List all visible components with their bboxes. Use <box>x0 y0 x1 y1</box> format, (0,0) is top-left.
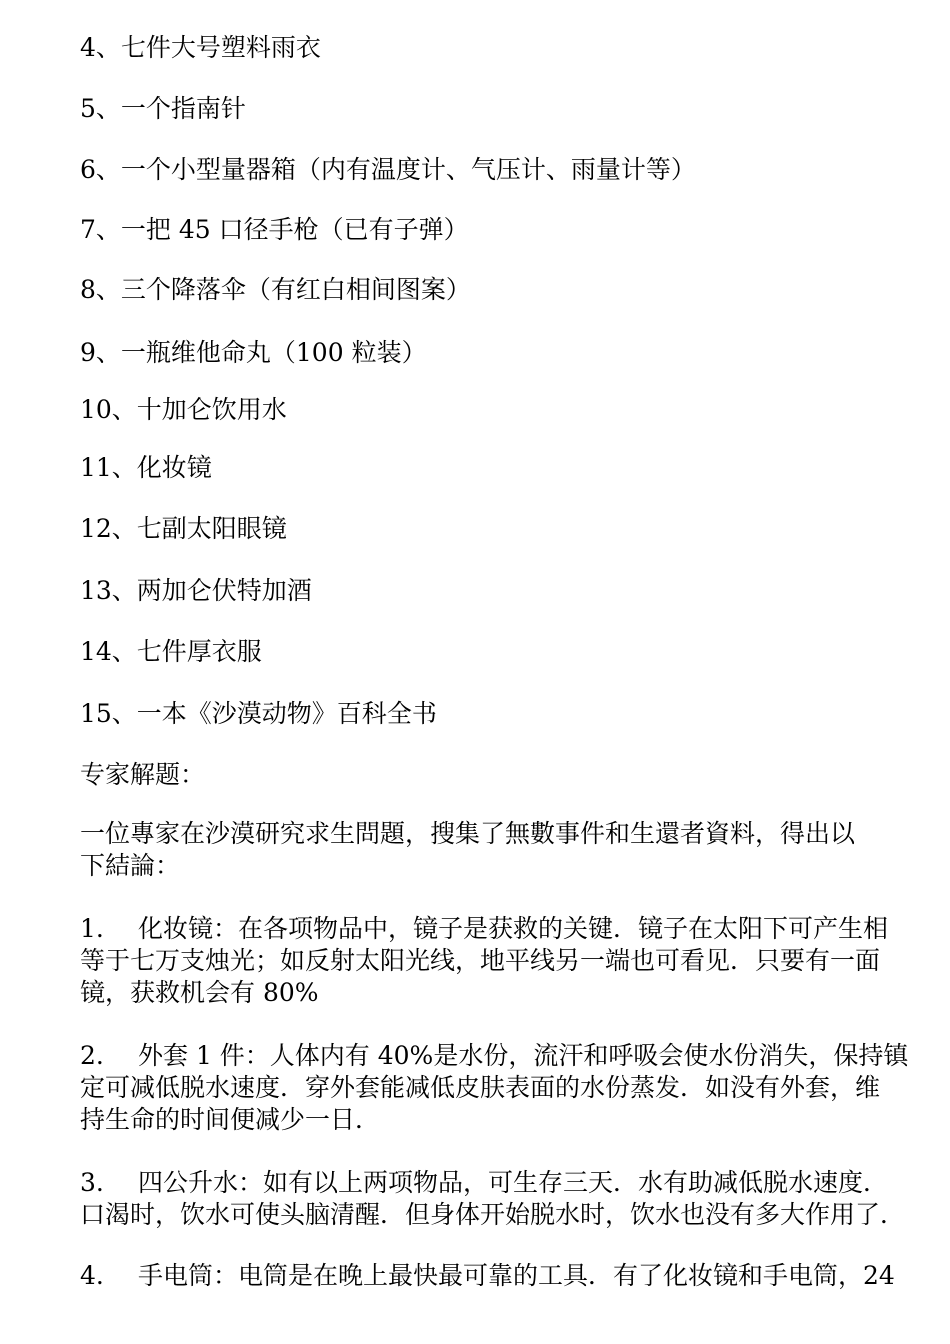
list-item: 10、十加仑饮用水 <box>80 395 287 424</box>
conclusion-number: 2. <box>80 1041 104 1070</box>
conclusion-number: 1. <box>80 914 104 943</box>
list-item: 12、七副太阳眼镜 <box>80 514 287 543</box>
conclusion-line: 定可减低脱水速度．穿外套能减低皮肤表面的水份蒸发．如没有外套，维 <box>80 1073 881 1102</box>
conclusion-line: 等于七万支烛光；如反射太阳光线，地平线另一端也可看见．只要有一面 <box>80 946 881 975</box>
conclusion-text: 外套 1 件：人体内有 40%是水份，流汗和呼吸会使水份消失，保持镇 <box>138 1041 909 1070</box>
intro-line: 下結論： <box>80 851 181 880</box>
conclusion-line <box>80 1167 889 1199</box>
conclusion-item <box>80 1040 909 1136</box>
list-item: 4、七件大号塑料雨衣 <box>80 33 321 62</box>
conclusion-text: 化妆镜：在各项物品中，镜子是获救的关键．镜子在太阳下可产生相 <box>138 914 889 943</box>
list-item: 6、一个小型量器箱（内有温度计、气压计、雨量计等） <box>80 155 696 184</box>
conclusion-item <box>80 1260 895 1292</box>
list-item: 15、一本《沙漠动物》百科全书 <box>80 699 437 728</box>
list-item: 14、七件厚衣服 <box>80 637 262 666</box>
conclusion-number: 3. <box>80 1168 104 1197</box>
conclusion-line <box>80 913 889 945</box>
intro-paragraph <box>80 818 870 882</box>
list-item: 11、化妆镜 <box>80 453 212 482</box>
list-item: 7、一把 45 口径手枪（已有子弹） <box>80 215 469 244</box>
conclusion-item <box>80 913 889 1009</box>
section-heading: 专家解题： <box>80 760 206 789</box>
list-item: 5、一个指南针 <box>80 94 246 123</box>
conclusion-line: 镜，获救机会有 80% <box>80 978 319 1007</box>
conclusion-text: 手电筒：电筒是在晚上最快最可靠的工具．有了化妆镜和手电筒，24 <box>138 1261 895 1290</box>
conclusion-line <box>80 1040 909 1072</box>
list-item: 8、三个降落伞（有红白相间图案） <box>80 275 471 304</box>
conclusion-line <box>80 1260 895 1292</box>
conclusion-item <box>80 1167 906 1231</box>
intro-line: 一位專家在沙漠研究求生問題，搜集了無數事件和生還者資料，得出以 <box>80 819 856 848</box>
list-item: 13、两加仑伏特加酒 <box>80 576 312 605</box>
conclusion-number: 4. <box>80 1261 104 1290</box>
conclusion-line: 持生命的时间便减少一日． <box>80 1105 381 1134</box>
conclusion-text: 四公升水：如有以上两项物品，可生存三天．水有助减低脱水速度． <box>138 1168 889 1197</box>
list-item: 9、一瓶维他命丸（100 粒装） <box>80 338 427 367</box>
conclusion-line: 口渴时，饮水可使头脑清醒．但身体开始脱水时，饮水也没有多大作用了． <box>80 1200 906 1229</box>
